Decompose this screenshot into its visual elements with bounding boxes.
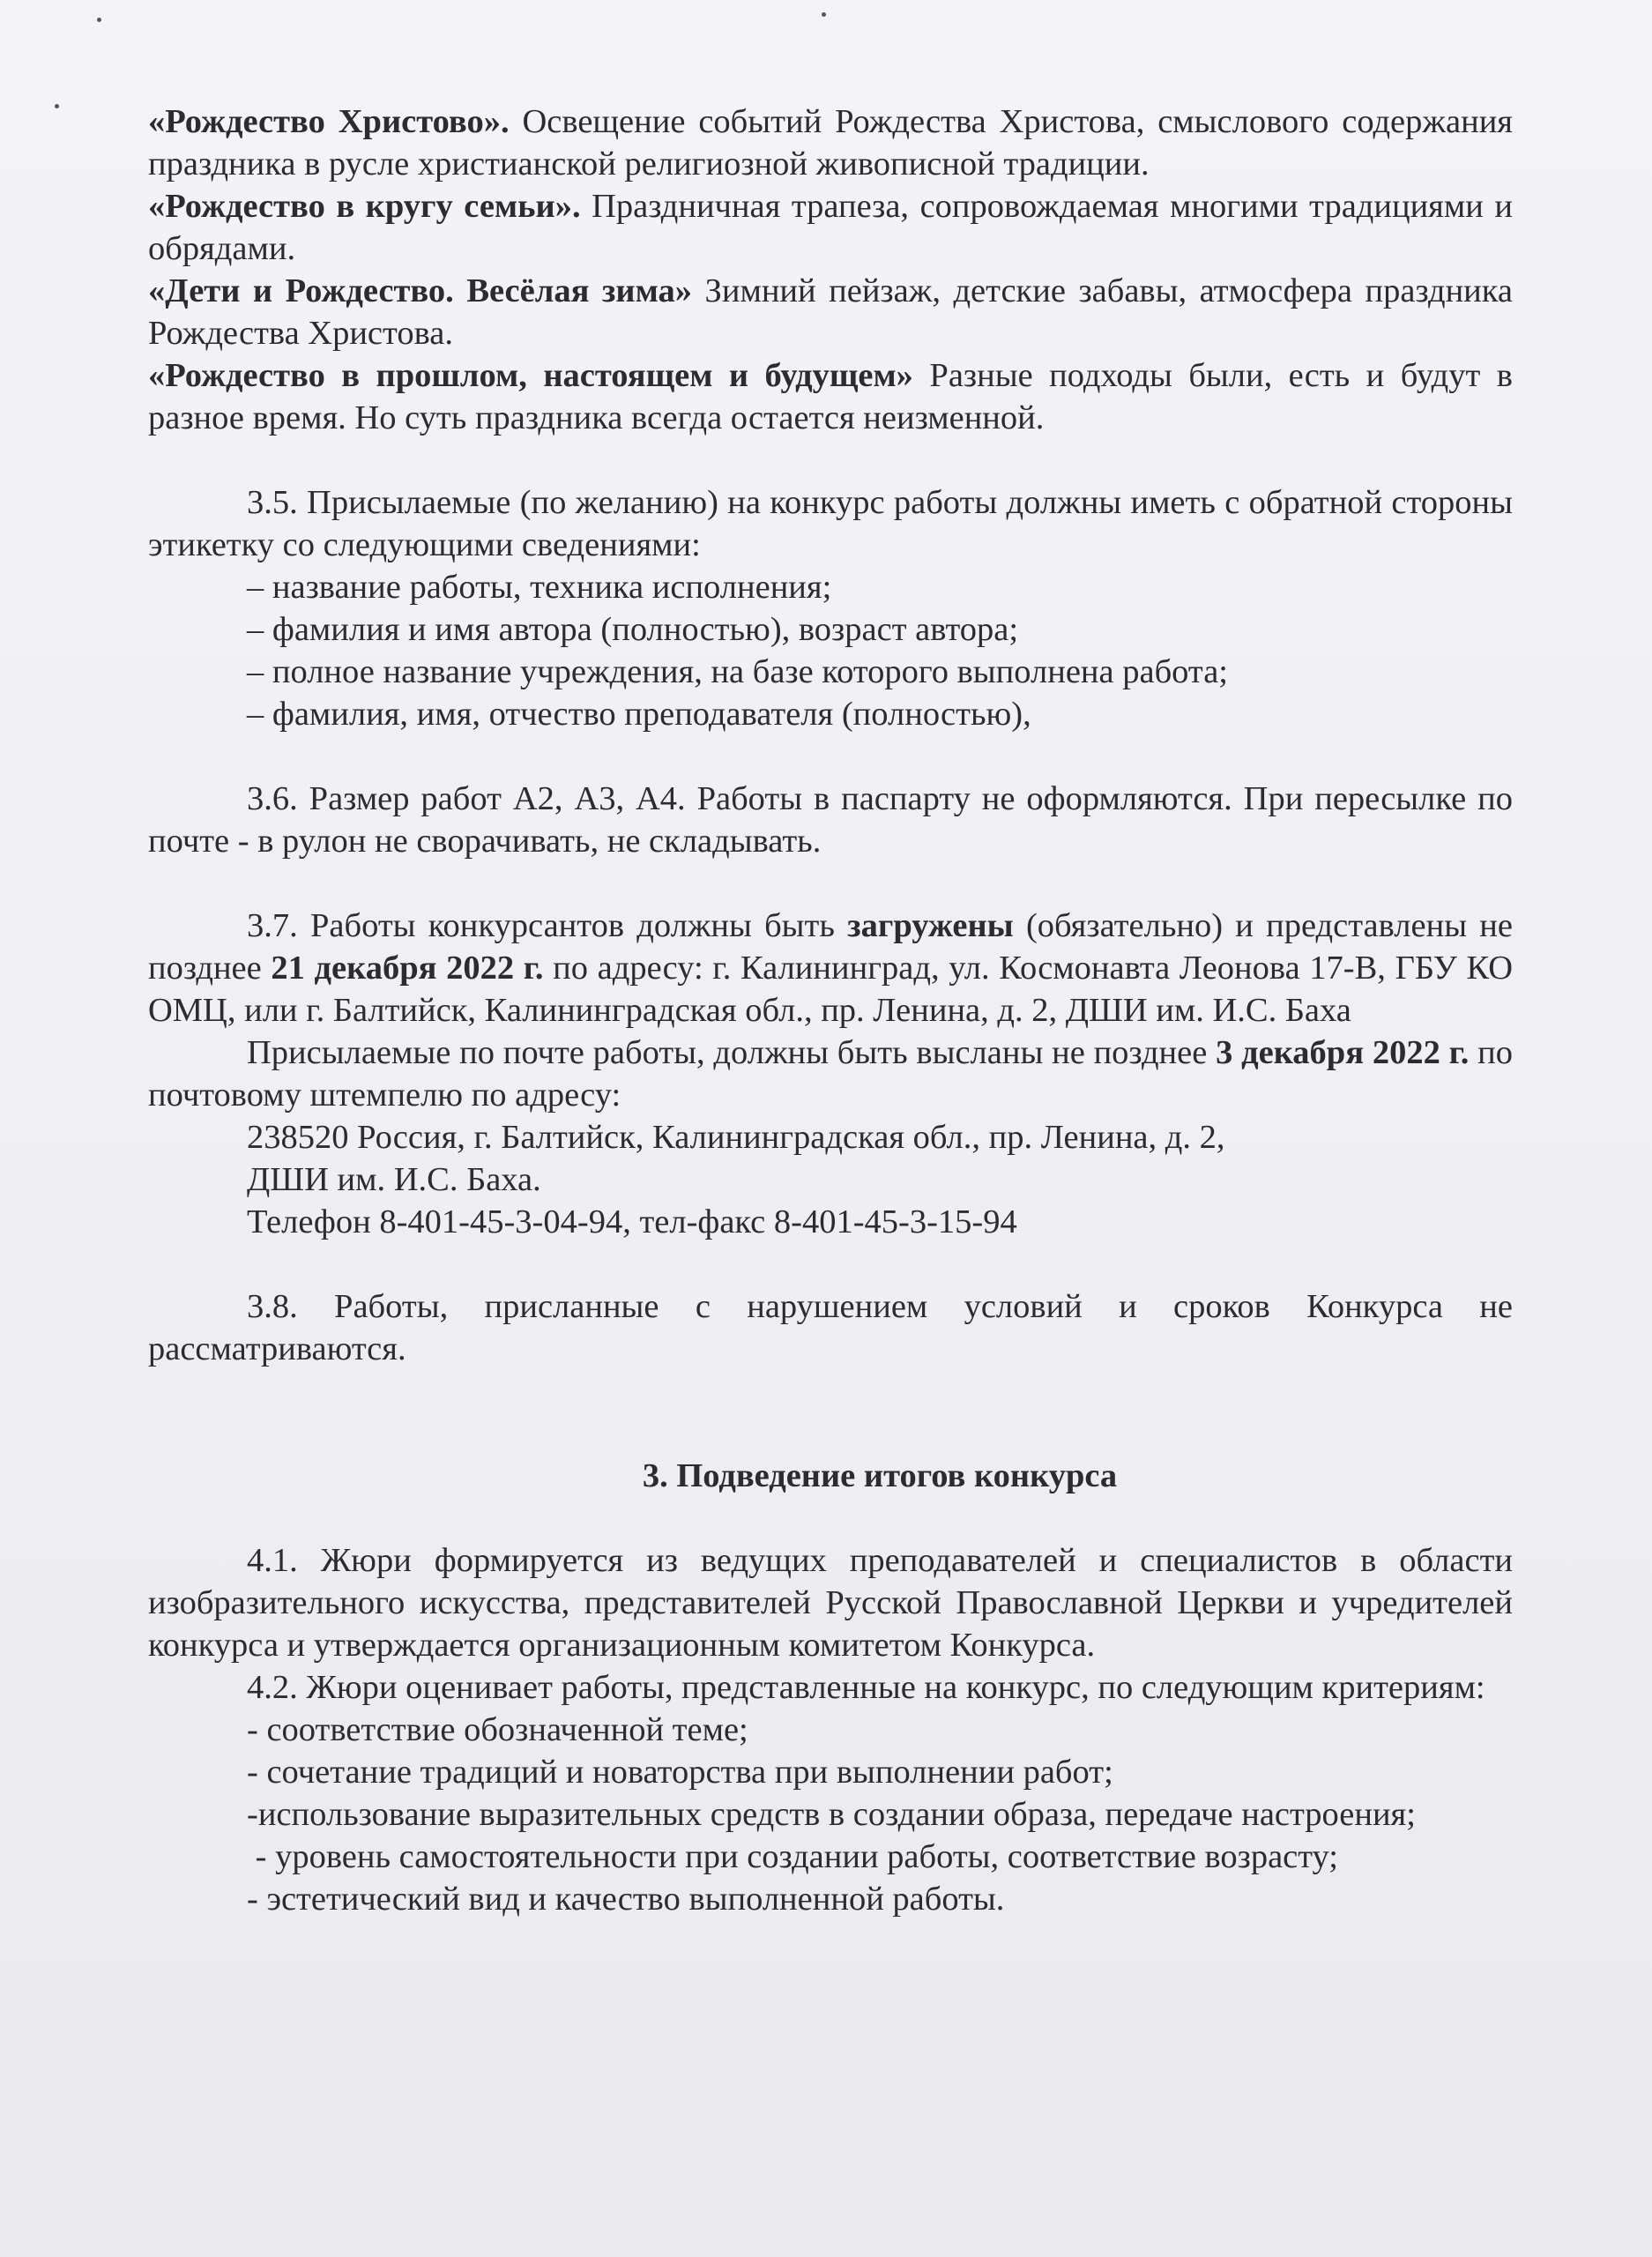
list-item: – название работы, техника исполнения;: [247, 569, 832, 606]
list-item: – фамилия, имя, отчество преподавателя (полностью),: [247, 696, 1031, 733]
theme-title: «Рождество Христово».: [148, 103, 510, 140]
theme-paragraph: [148, 354, 1513, 439]
document-body: [148, 101, 1513, 1920]
mail-instructions: Присылаемые по почте работы, должны быть высланы не позднее 3 декабря 2022 г. по почтовому штемпелю по адресу:: [148, 1034, 1514, 1114]
clause-3-8: 3.8. Работы, присланные с нарушением условий и сроков Конкурса не рассматриваются.: [148, 1288, 1513, 1367]
theme-description: Праздничная трапеза, сопровождаемая многими традициями и обрядами.: [148, 188, 1513, 267]
scan-speck: [97, 18, 101, 22]
theme-title: «Рождество в прошлом, настоящем и будущем»: [148, 357, 913, 394]
theme-title: «Дети и Рождество. Весёлая зима»: [148, 272, 693, 309]
clause-4-2: 4.2. Жюри оценивает работы, представленные на конкурс, по следующим критериям:: [247, 1669, 1485, 1706]
criteria-item: - уровень самостоятельности при создании работы, соответствие возрасту;: [247, 1838, 1338, 1875]
clause-4-1: 4.1. Жюри формируется из ведущих преподавателей и специалистов в области изобразительного искусства, представителей Русской Православной Церкви и учредителей конкурса и утверждается организационным комитетом Конкурса.: [148, 1542, 1513, 1664]
list-item: – полное название учреждения, на базе которого выполнена работа;: [247, 653, 1228, 690]
postal-address: 238520 Россия, г. Балтийск, Калининградская обл., пр. Ленина, д. 2,: [247, 1119, 1225, 1156]
school-name: ДШИ им. И.С. Баха.: [247, 1161, 541, 1198]
clause-3-7: 3.7. Работы конкурсантов должны быть загружены (обязательно) и представлены не позднее 21 декабря 2022 г. по адресу: г. Калининград, ул. Космонавта Леонова 17-В, ГБУ КО ОМЦ, или г. Балтийск, Калининградская обл., пр. Ленина, д. 2, ДШИ им. И.С. Баха: [148, 907, 1514, 1029]
list-item: – фамилия и имя автора (полностью), возраст автора;: [247, 611, 1019, 648]
theme-paragraph: [148, 270, 1513, 354]
theme-description: Зимний пейзаж, детские забавы, атмосфера праздника Рождества Христова.: [148, 272, 1513, 352]
clause-3-5: 3.5. Присылаемые (по желанию) на конкурс работы должны иметь с обратной стороны этикетку со следующими сведениями:: [148, 484, 1513, 563]
criteria-item: - сочетание традиций и новаторства при выполнении работ;: [247, 1754, 1113, 1791]
theme-description: Разные подходы были, есть и будут в разное время. Но суть праздника всегда остается неизменной.: [148, 357, 1513, 436]
theme-title: «Рождество в кругу семьи».: [148, 188, 581, 225]
phone-numbers: Телефон 8-401-45-3-04-94, тел-факс 8-401-45-3-15-94: [247, 1203, 1017, 1240]
theme-paragraph: [148, 185, 1513, 270]
clause-3-6: 3.6. Размер работ А2, А3, А4. Работы в паспарту не оформляются. При пересылке по почте - в рулон не сворачивать, не складывать.: [148, 780, 1513, 860]
criteria-item: -использование выразительных средств в создании образа, передаче настроения;: [247, 1796, 1416, 1833]
criteria-item: - соответствие обозначенной теме;: [247, 1711, 748, 1748]
theme-description: Освещение событий Рождества Христова, смыслового содержания праздника в русле христианской религиозной живописной традиции.: [148, 103, 1514, 182]
criteria-item: - эстетический вид и качество выполненной работы.: [247, 1881, 1005, 1918]
scan-speck: [55, 104, 59, 108]
scan-speck: [822, 12, 826, 17]
theme-paragraph: [148, 101, 1513, 185]
section-heading: 3. Подведение итогов конкурса: [642, 1457, 1118, 1494]
